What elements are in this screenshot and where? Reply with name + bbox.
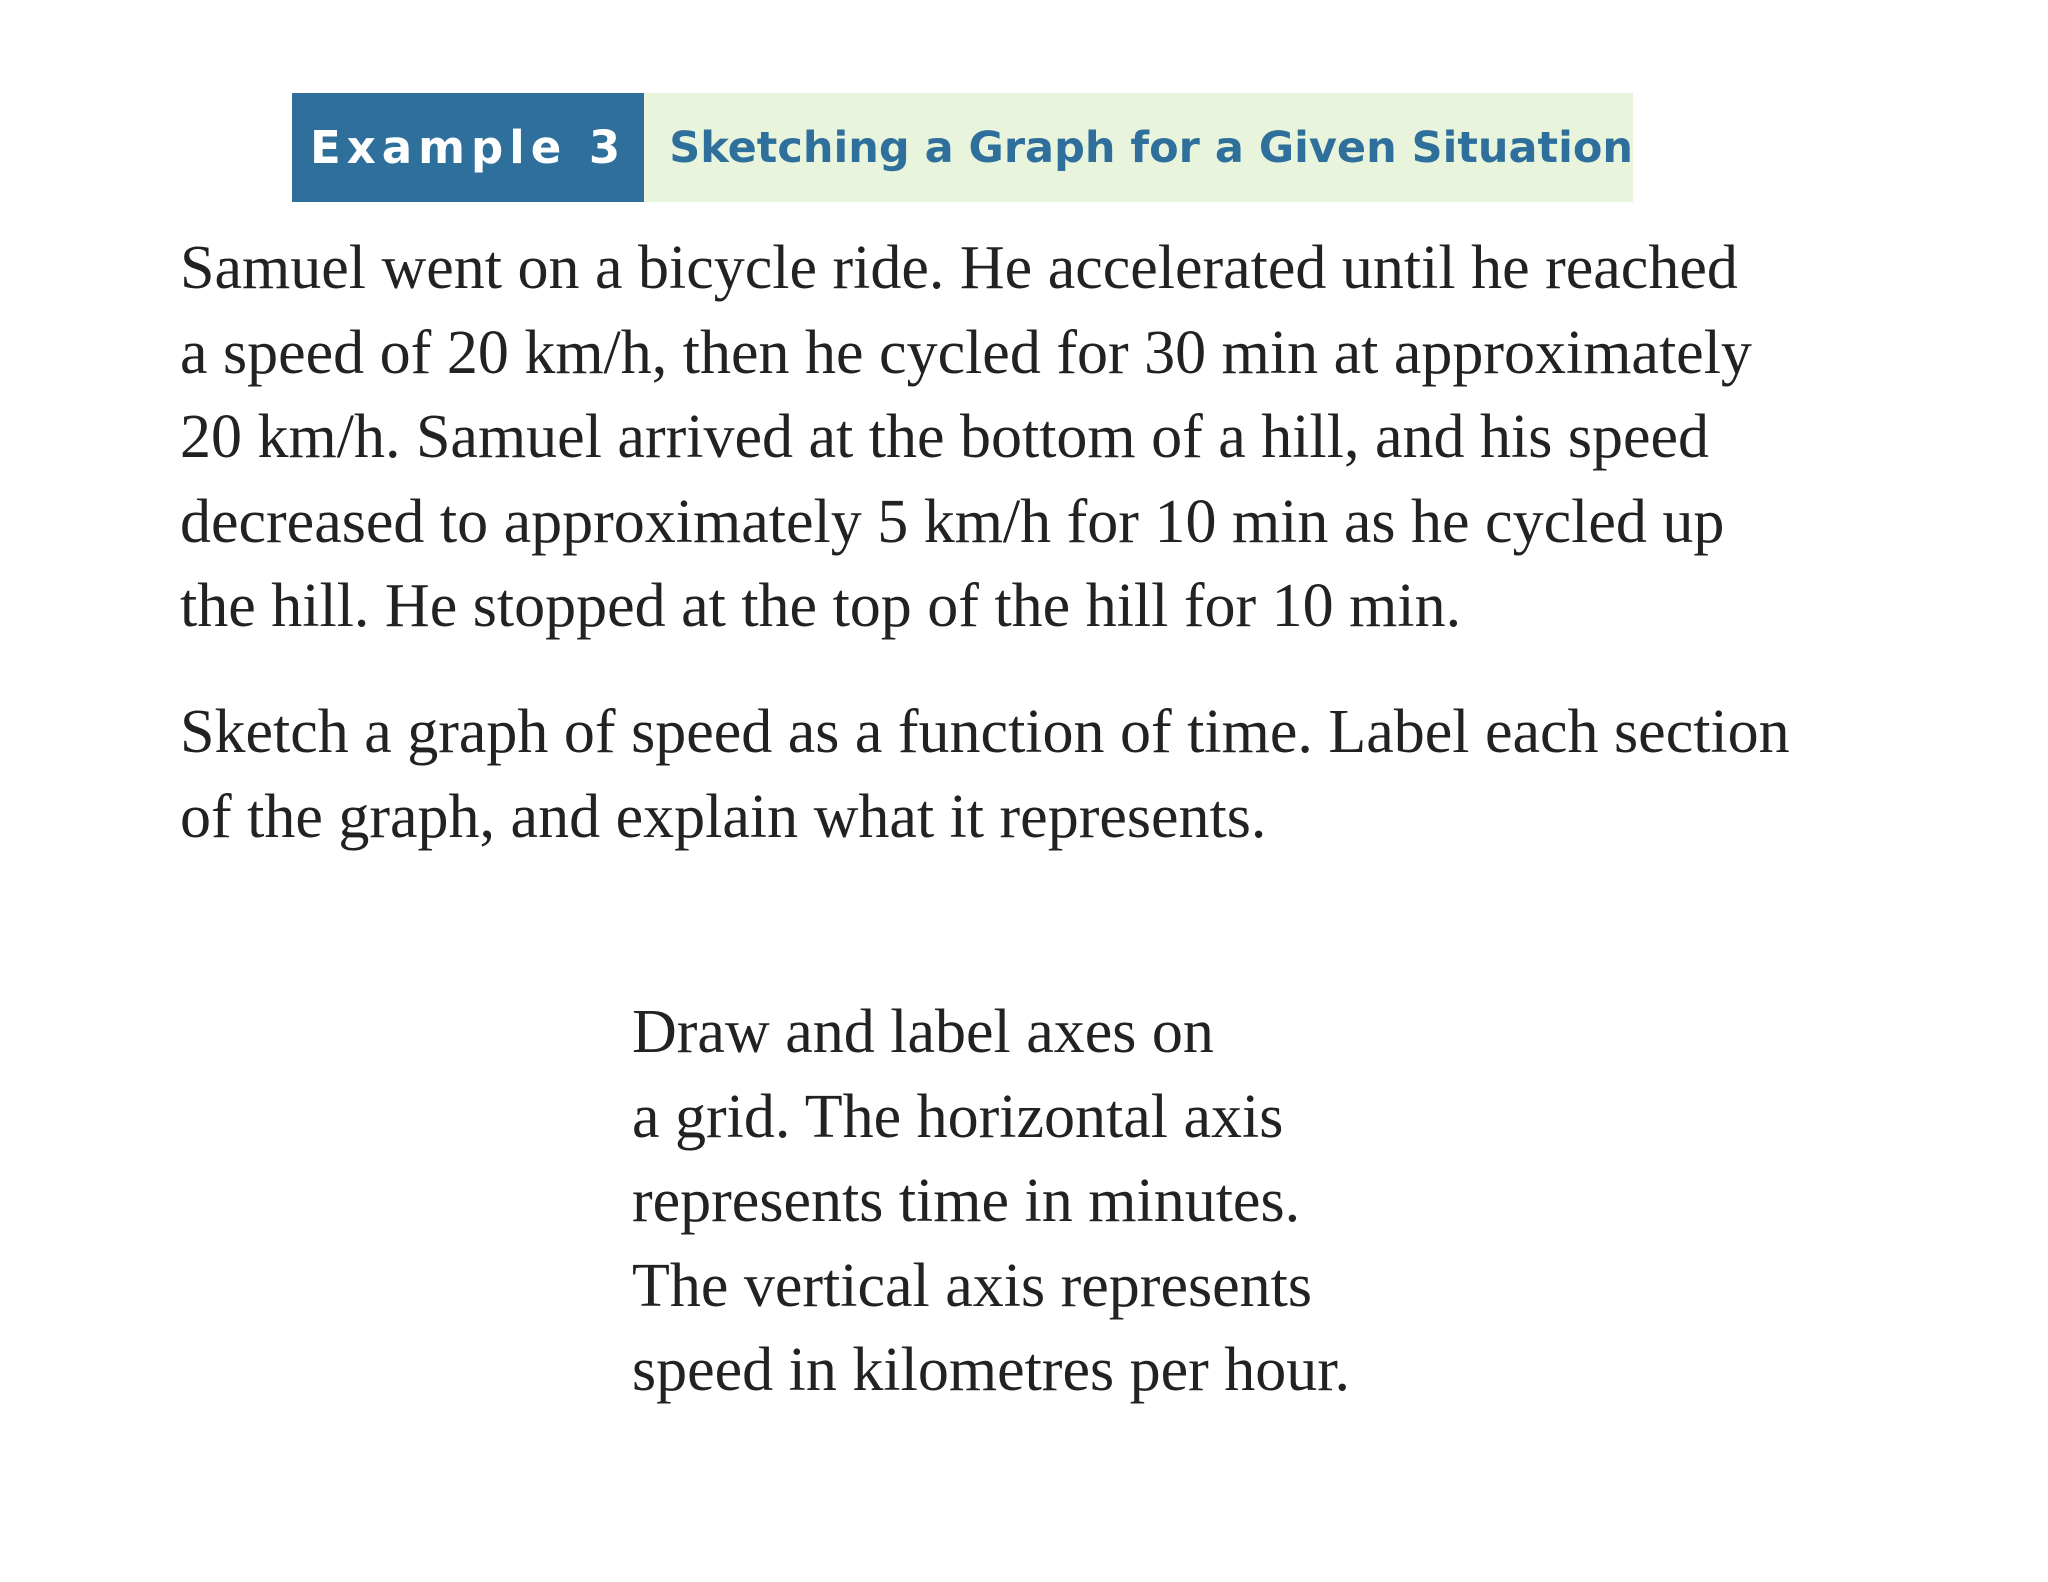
note-line: a grid. The horizontal axis (632, 1082, 1284, 1151)
example-header (292, 93, 1633, 202)
problem-paragraph-1 (180, 226, 1980, 649)
note-line: The vertical axis represents (632, 1251, 1312, 1320)
note-line: represents time in minutes. (632, 1167, 1301, 1235)
problem-paragraph-2 (180, 690, 1980, 859)
solution-note (632, 990, 1532, 1413)
example-title: Sketching a Graph for a Given Situation (669, 122, 1633, 173)
problem-line: Samuel went on a bicycle ride. He accelerated until he reached (180, 234, 1738, 302)
problem-line: of the graph, and explain what it represents. (180, 782, 1267, 851)
problem-line: Sketch a graph of speed as a function of time. Label each section (180, 698, 1790, 766)
problem-line: a speed of 20 km/h, then he cycled for 30 min at approximately (180, 318, 1752, 387)
note-line: speed in kilometres per hour. (632, 1336, 1350, 1404)
problem-line: 20 km/h. Samuel arrived at the bottom of a hill, and his speed (180, 403, 1710, 471)
note-line: Draw and label axes on (632, 998, 1214, 1066)
problem-line: decreased to approximately 5 km/h for 10 min as he cycled up (180, 487, 1725, 556)
example-label: Example 3 (292, 93, 644, 202)
problem-line: the hill. He stopped at the top of the hill for 10 min. (180, 572, 1462, 640)
